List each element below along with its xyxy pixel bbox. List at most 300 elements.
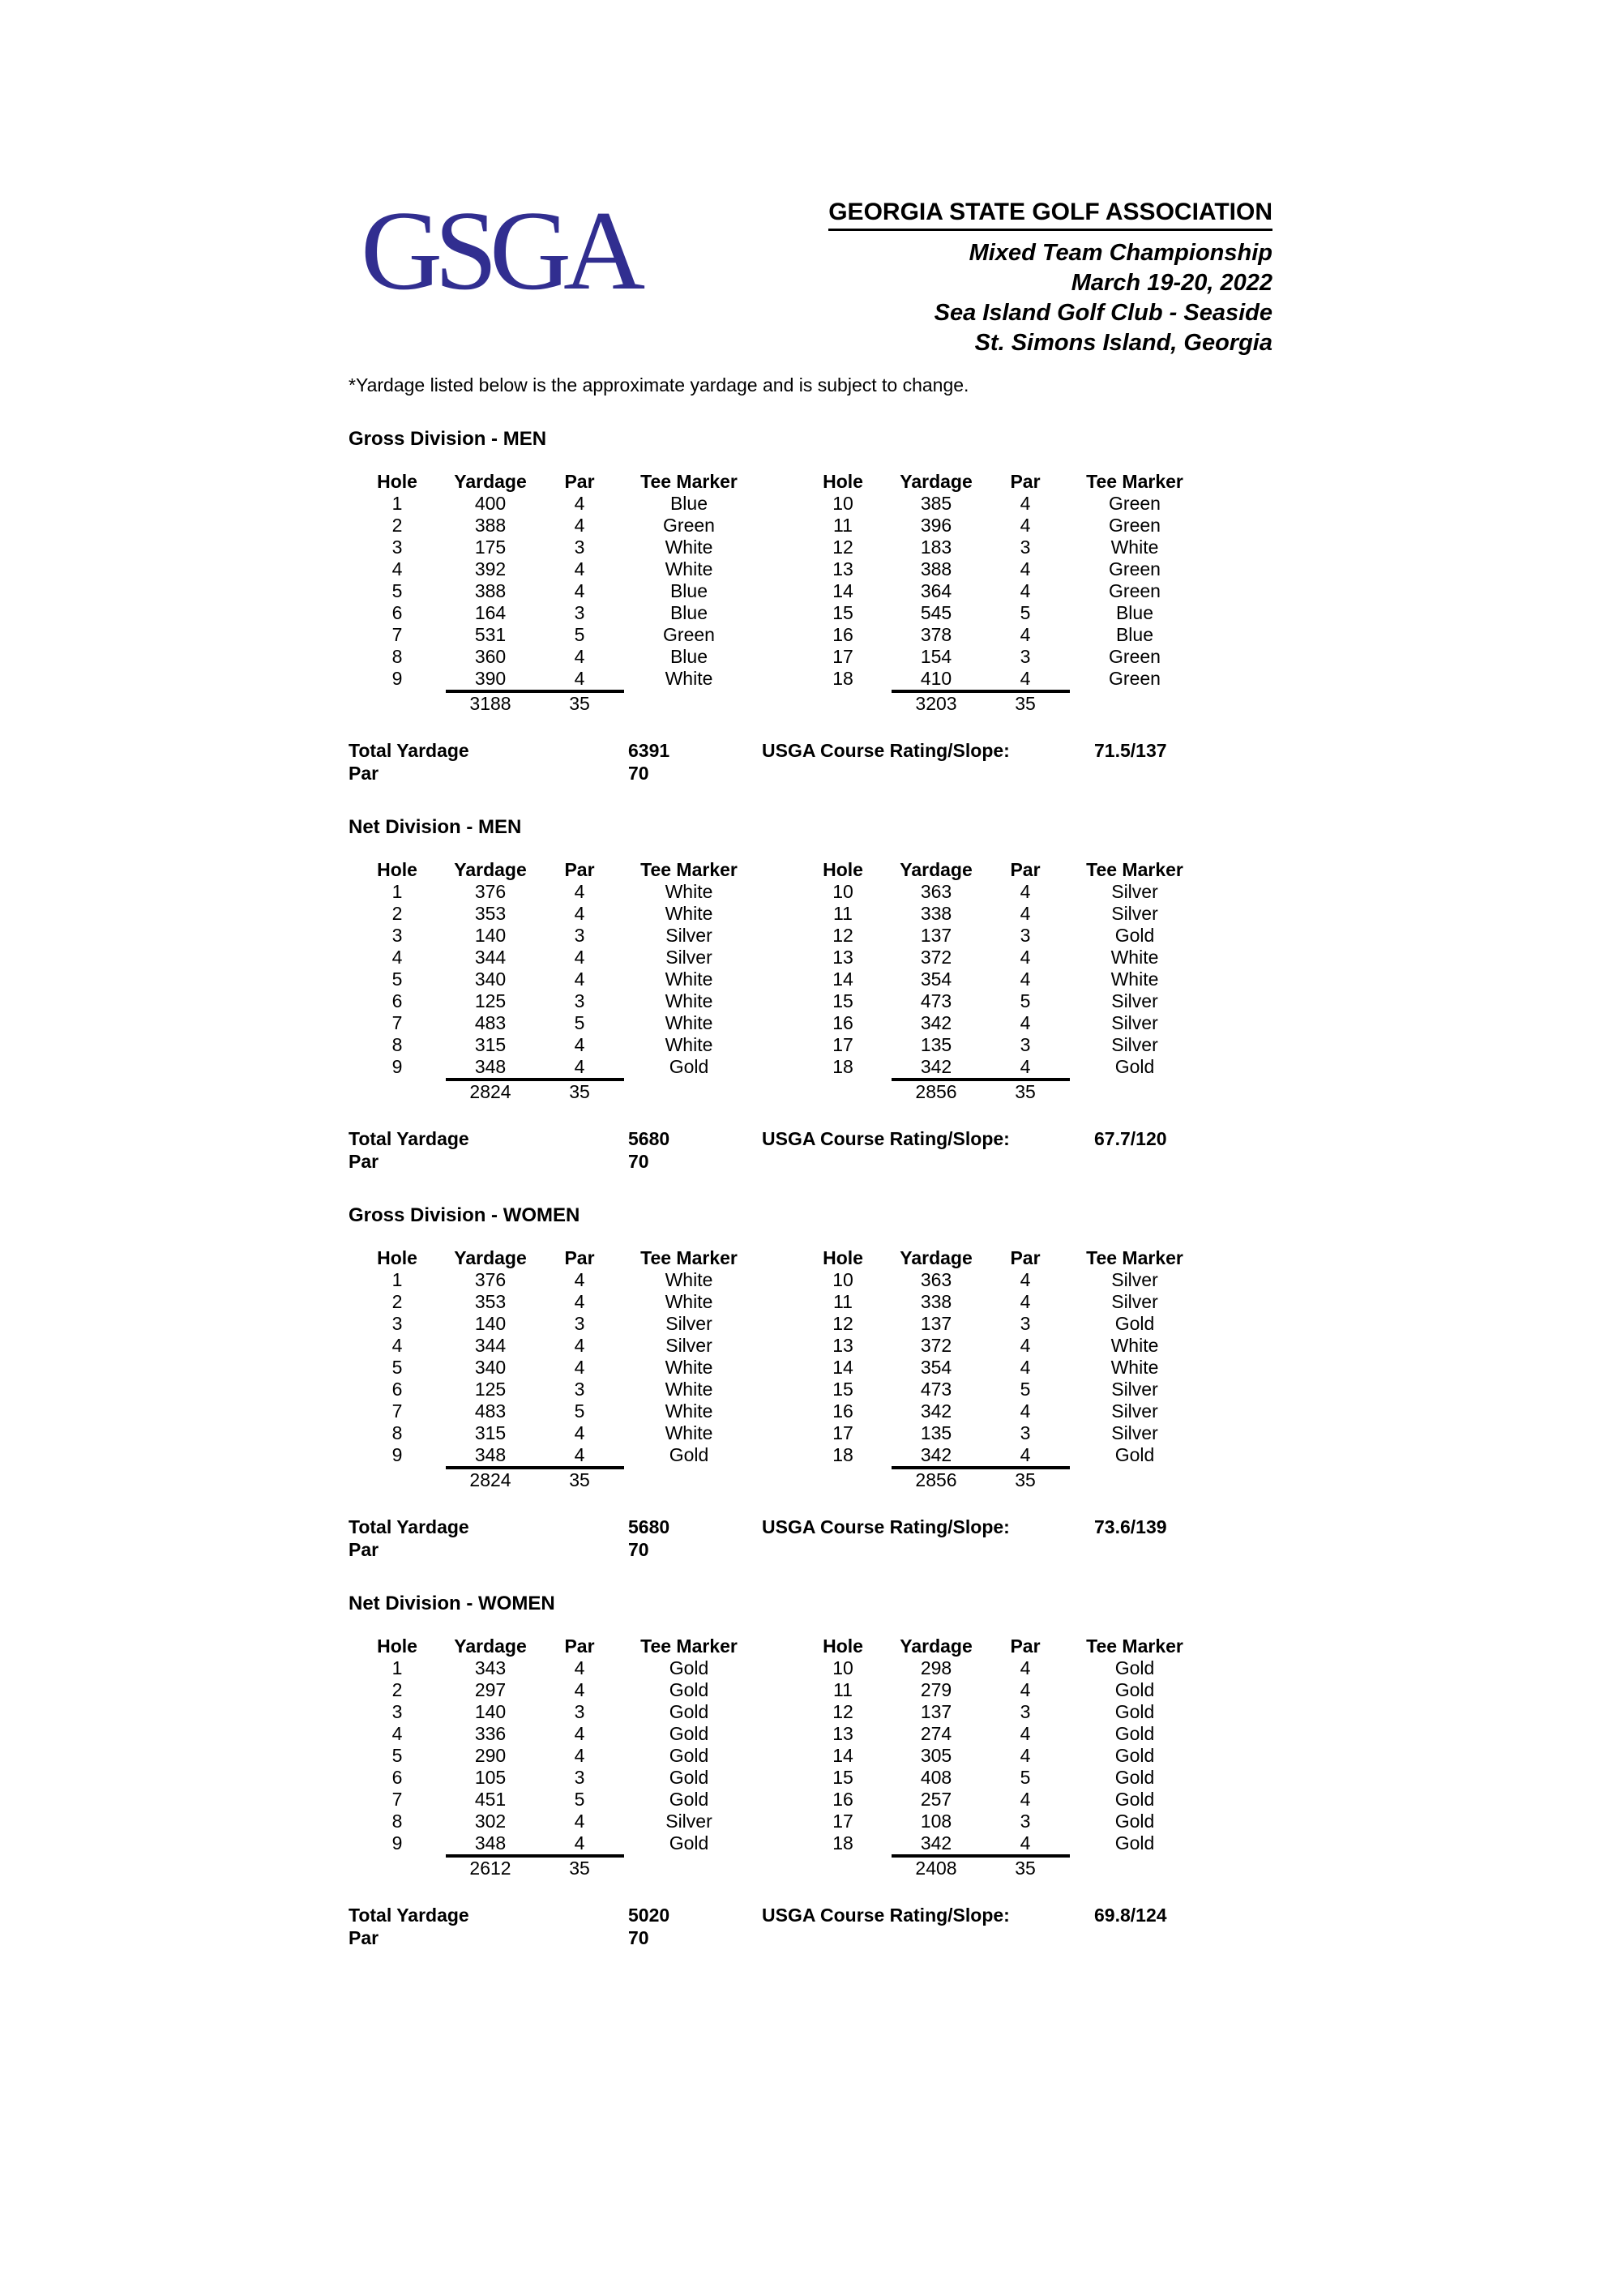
yardage-cell: 408 (920, 1767, 952, 1788)
hole-cell: 12 (832, 1701, 853, 1722)
tee-marker-cell: White (665, 903, 713, 924)
par-cell: 4 (1020, 947, 1031, 968)
par-cell: 4 (574, 947, 585, 968)
par-cell: 4 (1020, 1291, 1031, 1312)
back-nine-table (794, 1247, 1200, 1493)
tee-marker-cell: Silver (665, 947, 712, 968)
total-yardage-cell: 2824 (446, 1466, 535, 1493)
par-label: Par (349, 763, 379, 784)
hole-cell: 4 (391, 1335, 403, 1356)
tee-marker-cell: Silver (665, 1313, 712, 1334)
yardage-cell: 137 (920, 1701, 952, 1722)
yardage-header: Yardage (900, 1635, 973, 1657)
yardage-cell: 376 (474, 881, 507, 902)
hole-header: Hole (823, 471, 863, 492)
yardage-header: Yardage (454, 1247, 527, 1268)
yardage-cell: 305 (920, 1745, 952, 1766)
hole-cell: 5 (391, 580, 403, 601)
par-cell: 4 (1020, 580, 1031, 601)
yardage-cell: 105 (474, 1767, 507, 1788)
yardage-cell: 297 (474, 1679, 507, 1700)
hole-cell: 12 (832, 537, 853, 558)
par-cell: 4 (574, 1056, 585, 1077)
hole-cell: 16 (832, 1012, 853, 1033)
yardage-cell: 376 (474, 1269, 507, 1290)
event-name: Mixed Team Championship (969, 240, 1272, 266)
par-cell: 4 (1020, 493, 1031, 514)
yardage-header: Yardage (900, 471, 973, 492)
par-cell: 3 (574, 602, 585, 623)
par-cell: 5 (1020, 1767, 1031, 1788)
par-cell: 3 (574, 1379, 585, 1400)
tee-marker-cell: White (665, 990, 713, 1011)
yardage-cell: 290 (474, 1745, 507, 1766)
hole-cell: 7 (391, 1400, 403, 1422)
yardage-header: Yardage (454, 859, 527, 880)
par-cell: 3 (1020, 537, 1031, 558)
par-header: Par (564, 471, 595, 492)
par-header: Par (1010, 471, 1041, 492)
tee-marker-cell: White (665, 968, 713, 990)
tee-marker-cell: Gold (669, 1789, 709, 1810)
hole-cell: 5 (391, 968, 403, 990)
yardage-note: *Yardage listed below is the approximate yardage and is subject to change. (349, 374, 969, 395)
hole-header: Hole (377, 1247, 417, 1268)
yardage-cell: 342 (920, 1012, 952, 1033)
hole-cell: 11 (833, 903, 853, 924)
tee-marker-cell: Silver (1111, 1269, 1158, 1290)
yardage-cell: 342 (920, 1444, 952, 1465)
yardage-cell: 388 (474, 515, 507, 536)
par-cell: 3 (1020, 1034, 1031, 1055)
par-cell: 4 (1020, 1357, 1031, 1378)
hole-cell: 16 (832, 1789, 853, 1810)
par-cell: 3 (574, 1701, 585, 1722)
total-yardage-label: Total Yardage (349, 1128, 469, 1149)
hole-cell: 4 (391, 558, 403, 579)
par-label: Par (349, 1927, 379, 1948)
usga-rating-value: 69.8/124 (1094, 1905, 1167, 1926)
tee-marker-cell: Silver (1111, 1379, 1158, 1400)
tee-marker-cell: Gold (669, 1767, 709, 1788)
yardage-cell: 342 (920, 1400, 952, 1422)
yardage-cell: 154 (920, 646, 952, 667)
hole-cell: 15 (832, 602, 853, 623)
yardage-cell: 125 (474, 1379, 507, 1400)
yardage-cell: 140 (474, 1313, 507, 1334)
par-cell: 4 (1020, 1657, 1031, 1678)
yardage-tables (349, 471, 1621, 716)
hole-cell: 13 (832, 1335, 853, 1356)
total-par-cell: 35 (981, 1466, 1070, 1493)
gsga-logo: GSGA (361, 188, 638, 314)
division-title: Gross Division - MEN (349, 428, 547, 450)
usga-rating-label: USGA Course Rating/Slope: (762, 1905, 1010, 1926)
hole-cell: 7 (391, 1012, 403, 1033)
yardage-cell: 340 (474, 968, 507, 990)
hole-cell: 5 (391, 1357, 403, 1378)
par-cell: 3 (574, 1767, 585, 1788)
tee-marker-cell: Gold (669, 1701, 709, 1722)
tee-marker-cell: Silver (1111, 881, 1158, 902)
yardage-cell: 473 (920, 1379, 952, 1400)
yardage-cell: 473 (920, 990, 952, 1011)
hole-cell: 2 (391, 1291, 403, 1312)
hole-cell: 15 (832, 990, 853, 1011)
par-cell: 4 (574, 515, 585, 536)
yardage-cell: 363 (920, 881, 952, 902)
par-cell: 4 (574, 903, 585, 924)
hole-header: Hole (377, 859, 417, 880)
hole-cell: 1 (391, 493, 403, 514)
yardage-cell: 353 (474, 1291, 507, 1312)
par-cell: 4 (1020, 1400, 1031, 1422)
yardage-cell: 410 (920, 668, 952, 689)
hole-cell: 9 (391, 668, 403, 689)
yardage-cell: 344 (474, 1335, 507, 1356)
yardage-cell: 372 (920, 1335, 952, 1356)
hole-cell: 8 (391, 1034, 403, 1055)
total-yardage-value: 5680 (628, 1128, 670, 1149)
yardage-header: Yardage (900, 1247, 973, 1268)
hole-cell: 15 (832, 1379, 853, 1400)
par-cell: 4 (1020, 624, 1031, 645)
par-cell: 4 (574, 646, 585, 667)
par-cell: 5 (574, 1789, 585, 1810)
par-header: Par (1010, 859, 1041, 880)
hole-cell: 14 (832, 1745, 853, 1766)
yardage-cell: 400 (474, 493, 507, 514)
hole-cell: 6 (391, 990, 403, 1011)
tee-marker-cell: White (665, 537, 713, 558)
back-nine-table (794, 471, 1200, 716)
total-par-cell: 35 (535, 1854, 624, 1881)
yardage-cell: 483 (474, 1012, 507, 1033)
total-par-cell: 35 (981, 690, 1070, 716)
tee-marker-cell: Silver (1111, 1012, 1158, 1033)
yardage-cell: 342 (920, 1056, 952, 1077)
tee-marker-cell: Gold (1114, 1789, 1155, 1810)
hole-cell: 16 (832, 624, 853, 645)
hole-cell: 8 (391, 1811, 403, 1832)
usga-rating-value: 67.7/120 (1094, 1128, 1167, 1149)
yardage-header: Yardage (900, 859, 973, 880)
yardage-cell: 340 (474, 1357, 507, 1378)
par-header: Par (1010, 1635, 1041, 1657)
par-cell: 4 (574, 1745, 585, 1766)
hole-cell: 9 (391, 1444, 403, 1465)
tee-marker-cell: Gold (1114, 1657, 1155, 1678)
total-yardage-cell: 2612 (446, 1854, 535, 1881)
tee-marker-cell: Silver (665, 1811, 712, 1832)
par-cell: 4 (574, 1422, 585, 1443)
tee-marker-cell: Gold (1114, 1745, 1155, 1766)
hole-cell: 11 (833, 515, 853, 536)
par-cell: 4 (1020, 668, 1031, 689)
tee-marker-cell: White (665, 1379, 713, 1400)
par-cell: 4 (1020, 1012, 1031, 1033)
tee-marker-cell: White (665, 1357, 713, 1378)
tee-marker-cell: Blue (1115, 602, 1154, 623)
tee-marker-cell: Blue (669, 602, 708, 623)
yardage-cell: 451 (474, 1789, 507, 1810)
total-yardage-cell: 2824 (446, 1078, 535, 1105)
hole-cell: 10 (832, 493, 853, 514)
hole-cell: 13 (832, 1723, 853, 1744)
tee-marker-cell: Blue (669, 493, 708, 514)
division-summary (349, 739, 1621, 785)
yardage-cell: 378 (920, 624, 952, 645)
yardage-cell: 140 (474, 925, 507, 946)
tee-marker-cell: Silver (1111, 903, 1158, 924)
yardage-header: Yardage (454, 471, 527, 492)
yardage-cell: 279 (920, 1679, 952, 1700)
tee-marker-cell: White (665, 668, 713, 689)
hole-header: Hole (823, 859, 863, 880)
event-date: March 19-20, 2022 (1071, 270, 1272, 296)
hole-cell: 18 (832, 1444, 853, 1465)
par-cell: 4 (574, 493, 585, 514)
hole-cell: 16 (832, 1400, 853, 1422)
yardage-cell: 390 (474, 668, 507, 689)
par-cell: 4 (1020, 558, 1031, 579)
yardage-cell: 257 (920, 1789, 952, 1810)
hole-header: Hole (823, 1247, 863, 1268)
hole-cell: 8 (391, 646, 403, 667)
par-header: Par (1010, 1247, 1041, 1268)
yardage-cell: 274 (920, 1723, 952, 1744)
yardage-cell: 338 (920, 903, 952, 924)
par-value: 70 (628, 763, 649, 784)
yardage-cell: 140 (474, 1701, 507, 1722)
par-cell: 4 (1020, 1335, 1031, 1356)
yardage-cell: 364 (920, 580, 952, 601)
total-yardage-label: Total Yardage (349, 1905, 469, 1926)
hole-cell: 12 (832, 1313, 853, 1334)
par-cell: 4 (574, 558, 585, 579)
hole-cell: 1 (391, 1269, 403, 1290)
tee-marker-header: Tee Marker (640, 1247, 738, 1268)
tee-marker-header: Tee Marker (640, 1635, 738, 1657)
yardage-cell: 344 (474, 947, 507, 968)
tee-marker-cell: Gold (1114, 1679, 1155, 1700)
tee-marker-cell: Gold (669, 1723, 709, 1744)
par-cell: 3 (1020, 1422, 1031, 1443)
yardage-cell: 354 (920, 1357, 952, 1378)
hole-cell: 7 (391, 624, 403, 645)
hole-cell: 11 (833, 1291, 853, 1312)
tee-marker-cell: Blue (1115, 624, 1154, 645)
total-yardage-cell: 3203 (892, 690, 981, 716)
yardage-cell: 388 (920, 558, 952, 579)
yardage-cell: 385 (920, 493, 952, 514)
yardage-cell: 342 (920, 1832, 952, 1853)
total-yardage-value: 5680 (628, 1516, 670, 1537)
yardage-cell: 164 (474, 602, 507, 623)
hole-cell: 3 (391, 1313, 403, 1334)
front-nine-table (349, 1247, 754, 1493)
tee-marker-cell: Green (663, 624, 715, 645)
par-cell: 4 (1020, 1679, 1031, 1700)
total-yardage-label: Total Yardage (349, 740, 469, 761)
usga-rating-label: USGA Course Rating/Slope: (762, 1128, 1010, 1149)
par-cell: 4 (1020, 1789, 1031, 1810)
hole-cell: 9 (391, 1056, 403, 1077)
tee-marker-header: Tee Marker (640, 859, 738, 880)
total-yardage-value: 5020 (628, 1905, 670, 1926)
par-cell: 4 (1020, 1444, 1031, 1465)
tee-marker-cell: Silver (1111, 1291, 1158, 1312)
hole-cell: 13 (832, 558, 853, 579)
hole-cell: 4 (391, 1723, 403, 1744)
tee-marker-cell: White (665, 1012, 713, 1033)
par-cell: 4 (574, 1832, 585, 1853)
tee-marker-header: Tee Marker (1086, 1247, 1183, 1268)
header-title-block (828, 199, 1272, 358)
hole-cell: 17 (832, 646, 853, 667)
par-cell: 4 (574, 881, 585, 902)
hole-cell: 5 (391, 1745, 403, 1766)
tee-marker-cell: Silver (1111, 1034, 1158, 1055)
yardage-cell: 336 (474, 1723, 507, 1744)
tee-marker-cell: Blue (669, 646, 708, 667)
par-cell: 4 (1020, 881, 1031, 902)
yardage-cell: 372 (920, 947, 952, 968)
tee-marker-cell: Gold (669, 1444, 709, 1465)
par-cell: 4 (574, 1723, 585, 1744)
par-cell: 4 (574, 1034, 585, 1055)
division-title: Net Division - MEN (349, 816, 522, 838)
par-cell: 4 (574, 668, 585, 689)
par-cell: 4 (1020, 1832, 1031, 1853)
yardage-cell: 135 (920, 1422, 952, 1443)
par-value: 70 (628, 1539, 649, 1560)
tee-marker-cell: Green (1109, 515, 1161, 536)
tee-marker-cell: White (1110, 947, 1159, 968)
yardage-cell: 302 (474, 1811, 507, 1832)
tee-marker-cell: Gold (1114, 1444, 1155, 1465)
tee-marker-header: Tee Marker (640, 471, 738, 492)
total-yardage-cell: 2408 (892, 1854, 981, 1881)
yardage-tables (349, 1635, 1621, 1881)
par-cell: 4 (574, 1335, 585, 1356)
org-title: GEORGIA STATE GOLF ASSOCIATION (828, 199, 1272, 231)
yardage-cell: 298 (920, 1657, 952, 1678)
yardage-cell: 354 (920, 968, 952, 990)
tee-marker-cell: Gold (669, 1745, 709, 1766)
front-nine-table (349, 471, 754, 716)
tee-marker-cell: White (1110, 1357, 1159, 1378)
division-summary (349, 1516, 1621, 1561)
tee-marker-cell: Gold (1114, 1832, 1155, 1853)
par-cell: 4 (574, 1444, 585, 1465)
par-cell: 4 (574, 1269, 585, 1290)
yardage-cell: 360 (474, 646, 507, 667)
hole-cell: 15 (832, 1767, 853, 1788)
hole-cell: 14 (832, 968, 853, 990)
division-section-net-women (349, 1593, 1621, 1949)
usga-rating-value: 71.5/137 (1094, 740, 1167, 761)
hole-cell: 18 (832, 1056, 853, 1077)
front-nine-table (349, 1635, 754, 1881)
total-par-cell: 35 (535, 1466, 624, 1493)
par-value: 70 (628, 1151, 649, 1172)
hole-cell: 3 (391, 537, 403, 558)
division-summary (349, 1904, 1621, 1949)
total-par-cell: 35 (981, 1854, 1070, 1881)
yardage-header: Yardage (454, 1635, 527, 1657)
par-cell: 5 (1020, 1379, 1031, 1400)
par-label: Par (349, 1539, 379, 1560)
tee-marker-cell: White (665, 1400, 713, 1422)
yardage-cell: 392 (474, 558, 507, 579)
tee-marker-cell: Gold (1114, 1701, 1155, 1722)
hole-cell: 17 (832, 1422, 853, 1443)
hole-cell: 6 (391, 1379, 403, 1400)
total-yardage-cell: 2856 (892, 1078, 981, 1105)
hole-cell: 3 (391, 925, 403, 946)
par-cell: 3 (574, 990, 585, 1011)
yardage-cell: 388 (474, 580, 507, 601)
yardage-cell: 363 (920, 1269, 952, 1290)
tee-marker-header: Tee Marker (1086, 859, 1183, 880)
par-cell: 3 (1020, 1313, 1031, 1334)
tee-marker-cell: Gold (669, 1657, 709, 1678)
par-cell: 3 (1020, 646, 1031, 667)
hole-cell: 4 (391, 947, 403, 968)
par-header: Par (564, 1247, 595, 1268)
tee-marker-cell: Gold (669, 1832, 709, 1853)
yardage-cell: 353 (474, 903, 507, 924)
tee-marker-cell: Silver (1111, 1422, 1158, 1443)
division-section-net-men (349, 816, 1621, 1173)
par-cell: 3 (574, 1313, 585, 1334)
par-cell: 4 (1020, 1269, 1031, 1290)
par-cell: 4 (1020, 1056, 1031, 1077)
event-venue: Sea Island Golf Club - Seaside (934, 300, 1272, 326)
total-par-cell: 35 (535, 1078, 624, 1105)
division-title: Net Division - WOMEN (349, 1593, 555, 1614)
par-cell: 3 (1020, 1811, 1031, 1832)
par-cell: 4 (574, 1291, 585, 1312)
yardage-cell: 183 (920, 537, 952, 558)
tee-marker-cell: White (665, 1034, 713, 1055)
par-value: 70 (628, 1927, 649, 1948)
par-cell: 4 (1020, 1745, 1031, 1766)
par-cell: 5 (574, 1400, 585, 1422)
yardage-cell: 125 (474, 990, 507, 1011)
division-section-gross-women (349, 1204, 1621, 1561)
yardage-cell: 338 (920, 1291, 952, 1312)
yardage-cell: 175 (474, 537, 507, 558)
tee-marker-cell: White (665, 558, 713, 579)
par-cell: 4 (574, 968, 585, 990)
yardage-cell: 545 (920, 602, 952, 623)
par-cell: 3 (1020, 1701, 1031, 1722)
hole-header: Hole (823, 1635, 863, 1657)
tee-marker-cell: Gold (669, 1679, 709, 1700)
hole-cell: 18 (832, 1832, 853, 1853)
tee-marker-cell: Gold (1114, 1767, 1155, 1788)
hole-cell: 2 (391, 515, 403, 536)
yardage-cell: 137 (920, 1313, 952, 1334)
hole-header: Hole (377, 471, 417, 492)
hole-cell: 11 (833, 1679, 853, 1700)
tee-marker-cell: Gold (1114, 1056, 1155, 1077)
tee-marker-cell: Gold (1114, 925, 1155, 946)
yardage-tables (349, 859, 1621, 1105)
tee-marker-cell: White (1110, 537, 1159, 558)
